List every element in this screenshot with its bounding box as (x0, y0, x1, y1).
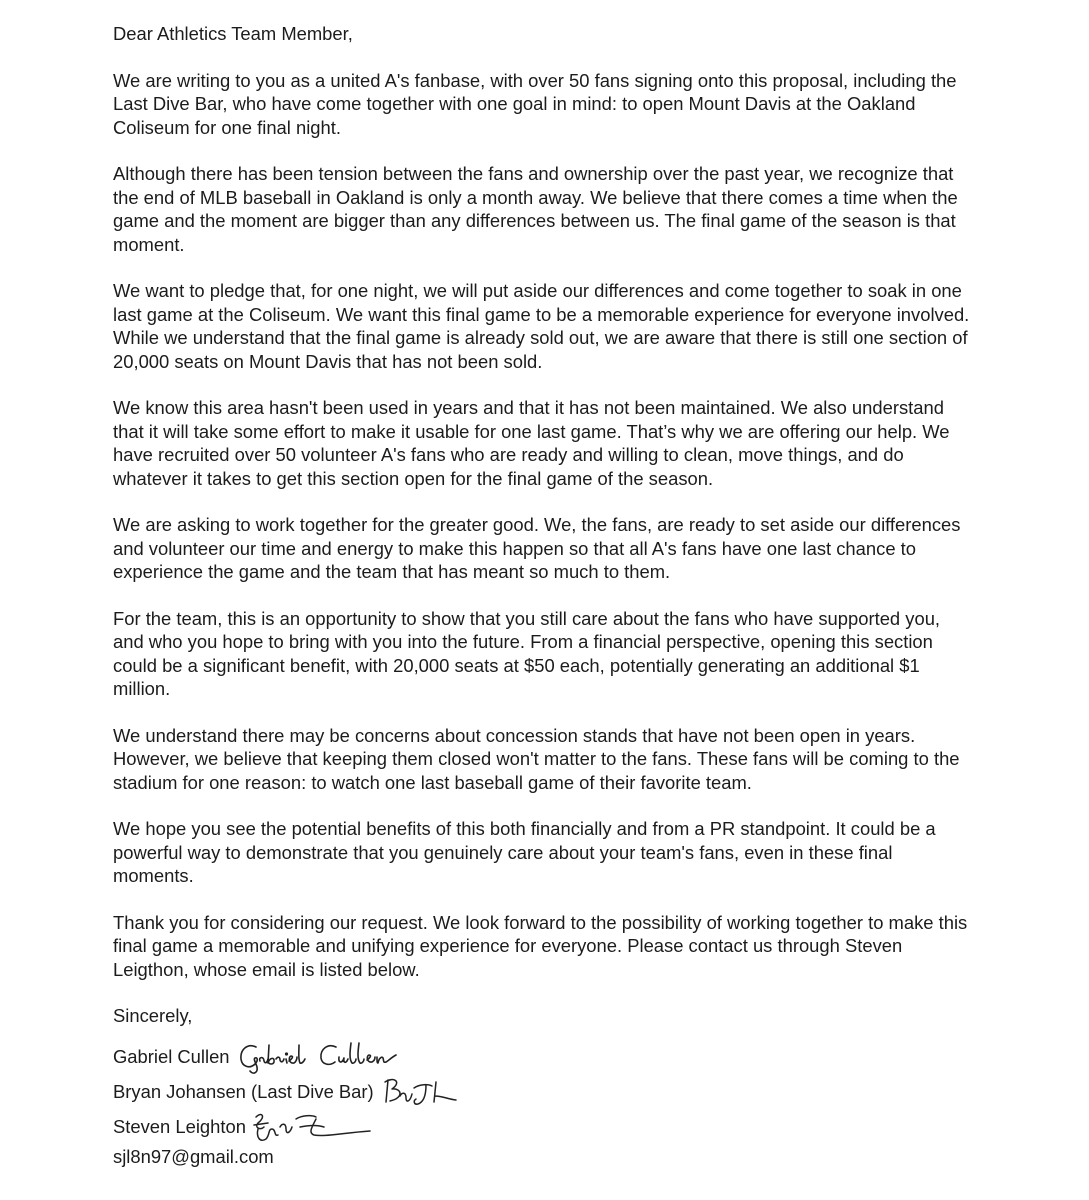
paragraph-8: We hope you see the potential benefits of this both financially and from a PR standpoint. It could be a powerful way to demonstrate that you genuinely care about your team's fans, even in these final moments. (113, 818, 936, 886)
letter-greeting: Dear Athletics Team Member, (113, 23, 353, 44)
contact-email[interactable]: sjl8n97@gmail.com (113, 1145, 274, 1167)
letter-closing: Sincerely, (113, 1005, 193, 1026)
signer-row-bryan (113, 1075, 973, 1110)
paragraph-5: We are asking to work together for the greater good. We, the fans, are ready to set aside our differences and volunteer our time and energy to make this happen so that all A's fans have one last chance to experience the game and the team that has meant so much to them. (113, 514, 961, 582)
paragraph-2: Although there has been tension between the fans and ownership over the past year, we recognize that the end of MLB baseball in Oakland is only a month away. We believe that there comes a time when the game and the moment are bigger than any differences between us. The final game of the season is that moment. (113, 163, 958, 255)
handwritten-signature-gabriel (236, 1037, 426, 1077)
paragraph-7: We understand there may be concerns about concession stands that have not been open in years. However, we believe that keeping them closed won't matter to the fans. These fans will be coming to the stadium for one reason: to watch one last baseball game of their favorite team. (113, 724, 960, 793)
paragraph-9: Thank you for considering our request. We look forward to the possibility of working together to make this final game a memorable and unifying experience for everyone. Please contact us through Steven Leigthon, whose email is listed below. (113, 911, 968, 980)
paragraph-4: We know this area hasn't been used in years and that it has not been maintained. We also understand that it will take some effort to make it usable for one last game. That’s why we are offering our help. We have recruited over 50 volunteer A's fans who are ready and willing to clean, move things, and do whatever it takes to get this section open for the final game of the season. (113, 397, 950, 489)
handwritten-signature-steven (252, 1107, 382, 1147)
signer-name: Bryan Johansen (Last Dive Bar) (113, 1081, 374, 1103)
paragraph-6: For the team, this is an opportunity to show that you still care about the fans who have supported you, and who you hope to bring with you into the future. From a financial perspective, opening this section could be a significant benefit, with 20,000 seats at $50 each, potentially generating an additional $1 million. (113, 607, 941, 699)
paragraph-3: We want to pledge that, for one night, we will put aside our differences and come together to soak in one last game at the Coliseum. We want this final game to be a memorable experience for everyone involved. While we understand that the final game is already sold out, we are aware that there is still one section of 20,000 seats on Mount Davis that has not been sold. (113, 280, 970, 372)
letter (113, 22, 973, 1168)
signer-row-steven (113, 1110, 973, 1145)
signer-row-gabriel (113, 1040, 973, 1075)
signer-name: Steven Leighton (113, 1116, 246, 1138)
signer-name: Gabriel Cullen (113, 1046, 230, 1068)
paragraph-1: We are writing to you as a united A's fanbase, with over 50 fans signing onto this proposal, including the Last Dive Bar, who have come together with one goal in mind: to open Mount Davis at the Oakland Coliseum for one final night. (113, 69, 957, 138)
handwritten-signature-bryan (380, 1072, 480, 1112)
